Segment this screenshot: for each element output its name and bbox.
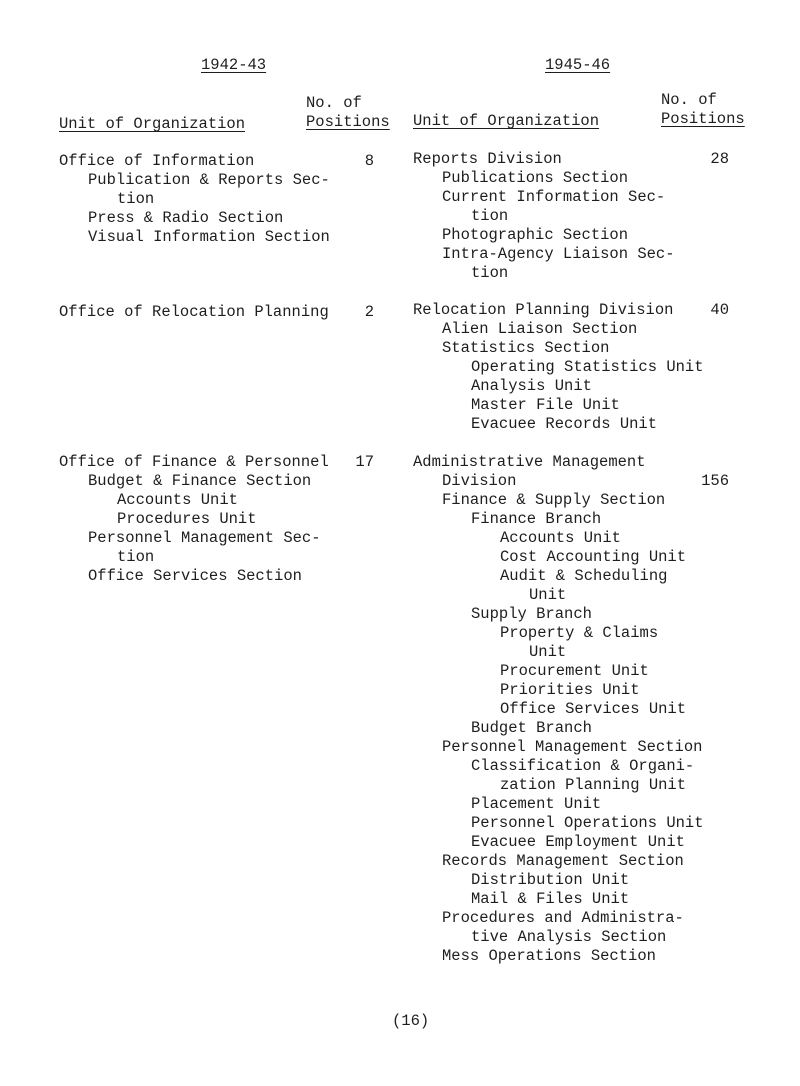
org-unit-line: Procurement Unit <box>500 662 649 680</box>
org-unit-line: Office Services Section <box>88 567 302 585</box>
positions-count: 28 <box>710 150 729 168</box>
org-unit-line: Placement Unit <box>471 795 602 813</box>
org-unit-line: Distribution Unit <box>471 871 630 889</box>
org-unit-line: Mail & Files Unit <box>471 890 630 908</box>
org-unit-line: Office of Information <box>59 152 255 170</box>
org-unit-line: Press & Radio Section <box>88 209 284 227</box>
period-heading-right: 1945-46 <box>545 56 611 74</box>
left-positions-header: Positions <box>306 113 390 131</box>
right-unit-header: Unit of Organization <box>413 112 600 130</box>
org-unit-line: Office of Finance & Personnel <box>59 453 329 471</box>
org-unit-line: Publication & Reports Sec- <box>88 171 330 189</box>
right-positions-header: Positions <box>661 110 745 128</box>
org-unit-line: Supply Branch <box>471 605 592 623</box>
positions-count: 40 <box>710 301 729 319</box>
positions-count: 8 <box>364 152 374 170</box>
org-unit-line: Publications Section <box>442 169 629 187</box>
period-heading-left: 1942-43 <box>201 56 267 74</box>
org-unit-line: Procedures Unit <box>117 510 257 528</box>
org-unit-line: Intra-Agency Liaison Sec- <box>442 245 675 263</box>
org-unit-line: tion <box>471 264 509 282</box>
org-unit-line: zation Planning Unit <box>500 776 687 794</box>
org-unit-line: Finance Branch <box>471 510 602 528</box>
org-unit-line: Office Services Unit <box>500 700 687 718</box>
org-unit-line: Analysis Unit <box>471 377 592 395</box>
org-unit-line: tive Analysis Section <box>471 928 667 946</box>
org-unit-line: Accounts Unit <box>500 529 621 547</box>
org-unit-line: Personnel Management Sec- <box>88 529 321 547</box>
org-unit-line: Priorities Unit <box>500 681 640 699</box>
positions-count: 2 <box>364 303 374 321</box>
org-unit-line: Operating Statistics Unit <box>471 358 704 376</box>
org-unit-line: Cost Accounting Unit <box>500 548 687 566</box>
org-unit-line: Master File Unit <box>471 396 620 414</box>
org-unit-line: Division <box>442 472 517 490</box>
page-number: (16) <box>392 1012 430 1030</box>
org-unit-line: tion <box>117 548 155 566</box>
org-unit-line: Relocation Planning Division <box>413 301 674 319</box>
org-unit-line: Unit <box>529 586 567 604</box>
left-unit-header: Unit of Organization <box>59 115 246 133</box>
org-unit-line: Evacuee Employment Unit <box>471 833 685 851</box>
org-unit-line: Visual Information Section <box>88 228 330 246</box>
org-unit-line: Photographic Section <box>442 226 629 244</box>
org-unit-line: Current Information Sec- <box>442 188 666 206</box>
org-unit-line: Accounts Unit <box>117 491 238 509</box>
org-unit-line: Records Management Section <box>442 852 684 870</box>
org-unit-line: Office of Relocation Planning <box>59 303 329 321</box>
org-unit-line: Classification & Organi- <box>471 757 695 775</box>
org-unit-line: Budget & Finance Section <box>88 472 312 490</box>
org-unit-line: Personnel Management Section <box>442 738 703 756</box>
org-unit-line: tion <box>117 190 155 208</box>
org-unit-line: Audit & Scheduling <box>500 567 668 585</box>
org-unit-line: tion <box>471 207 509 225</box>
positions-count: 156 <box>701 472 729 490</box>
org-unit-line: Alien Liaison Section <box>442 320 638 338</box>
org-unit-line: Evacuee Records Unit <box>471 415 658 433</box>
org-unit-line: Mess Operations Section <box>442 947 656 965</box>
org-unit-line: Property & Claims <box>500 624 659 642</box>
org-unit-line: Budget Branch <box>471 719 592 737</box>
org-unit-line: Finance & Supply Section <box>442 491 666 509</box>
left-no-of-header: No. of <box>306 94 362 112</box>
right-no-of-header: No. of <box>661 91 717 109</box>
org-unit-line: Personnel Operations Unit <box>471 814 704 832</box>
org-unit-line: Reports Division <box>413 150 562 168</box>
positions-count: 17 <box>355 453 374 471</box>
org-unit-line: Procedures and Administra- <box>442 909 684 927</box>
org-unit-line: Unit <box>529 643 567 661</box>
org-unit-line: Administrative Management <box>413 453 646 471</box>
org-unit-line: Statistics Section <box>442 339 610 357</box>
